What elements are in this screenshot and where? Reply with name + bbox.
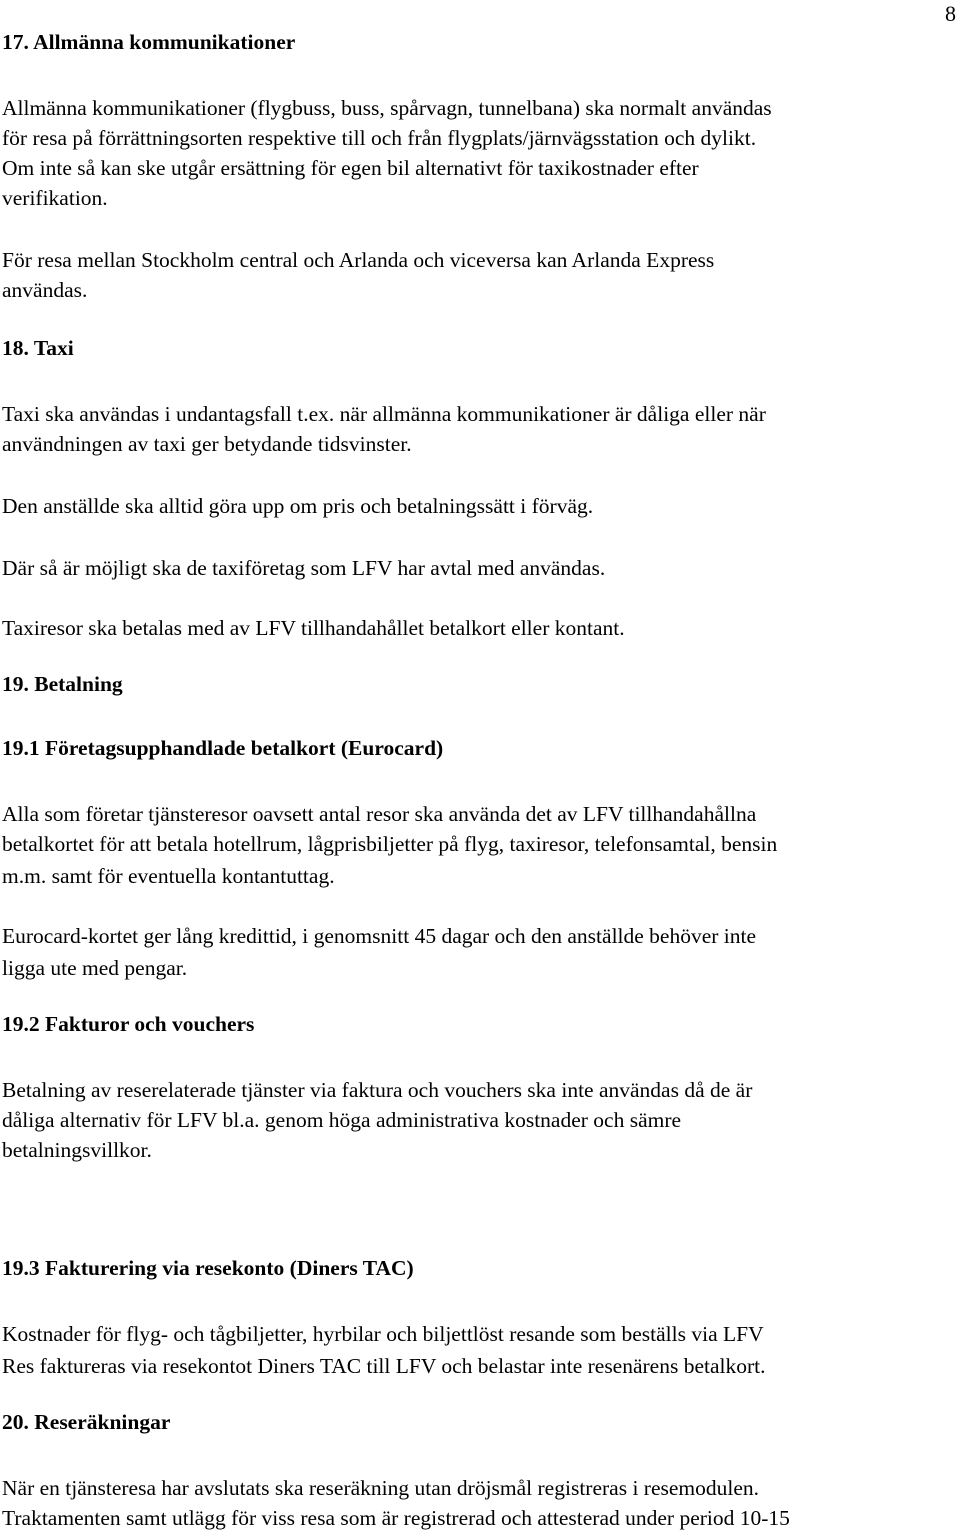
section-18-heading: 18. Taxi bbox=[2, 336, 74, 360]
section-20-paragraph-1-line: När en tjänsteresa har avslutats ska reseräkning utan dröjsmål registreras i resemodulen. bbox=[2, 1476, 760, 1500]
section-19-1-paragraph-1-line: m.m. samt för eventuella kontantuttag. bbox=[2, 864, 335, 888]
section-18-paragraph-3: Där så är möjligt ska de taxiföretag som LFV har avtal med användas. bbox=[2, 556, 606, 580]
section-18-paragraph-1-line: användningen av taxi ger betydande tidsvinster. bbox=[2, 432, 412, 456]
section-19-3-paragraph-1-line: Res faktureras via resekontot Diners TAC till LFV och belastar inte resenärens betalkort. bbox=[2, 1354, 766, 1378]
section-17-paragraph-2-line: För resa mellan Stockholm central och Arlanda och viceversa kan Arlanda Express bbox=[2, 248, 715, 272]
section-19-1-heading: 19.1 Företagsupphandlade betalkort (Eurocard) bbox=[2, 736, 444, 760]
section-17-paragraph-1-line: för resa på förrättningsorten respektive till och från flygplats/järnvägsstation och dylikt. bbox=[2, 126, 757, 150]
section-20-paragraph-1-line: Traktamenten samt utlägg för viss resa som är registrerad och attesterad under period 10-15 bbox=[2, 1506, 790, 1530]
section-19-3-paragraph-1-line: Kostnader för flyg- och tågbiljetter, hyrbilar och biljettlöst resande som beställs via LFV bbox=[2, 1322, 764, 1346]
page-number: 8 bbox=[945, 1, 956, 26]
section-17-paragraph-1-line: Om inte så kan ske utgår ersättning för egen bil alternativt för taxikostnader efter bbox=[2, 156, 699, 180]
section-19-1-paragraph-2-line: Eurocard-kortet ger lång kredittid, i genomsnitt 45 dagar och den anställde behöver inte bbox=[2, 924, 757, 948]
section-17-paragraph-1-line: Allmänna kommunikationer (flygbuss, buss, spårvagn, tunnelbana) ska normalt användas bbox=[2, 96, 772, 120]
section-18-paragraph-1-line: Taxi ska användas i undantagsfall t.ex. när allmänna kommunikationer är dåliga eller när bbox=[2, 402, 766, 426]
section-17-heading: 17. Allmänna kommunikationer bbox=[2, 30, 296, 54]
section-19-heading: 19. Betalning bbox=[2, 672, 123, 696]
section-19-2-paragraph-1-line: dåliga alternativ för LFV bl.a. genom höga administrativa kostnader och sämre bbox=[2, 1108, 682, 1132]
section-19-1-paragraph-1-line: betalkortet för att betala hotellrum, lågprisbiljetter på flyg, taxiresor, telefonsamtal, bensin bbox=[2, 832, 778, 856]
section-19-1-paragraph-2-line: ligga ute med pengar. bbox=[2, 956, 188, 980]
section-18-paragraph-4: Taxiresor ska betalas med av LFV tillhandahållet betalkort eller kontant. bbox=[2, 616, 625, 640]
section-17-paragraph-2-line: användas. bbox=[2, 278, 88, 302]
section-17-paragraph-1-line: verifikation. bbox=[2, 186, 108, 210]
section-19-3-heading: 19.3 Fakturering via resekonto (Diners TAC) bbox=[2, 1256, 414, 1280]
section-19-2-paragraph-1-line: betalningsvillkor. bbox=[2, 1138, 152, 1162]
section-19-2-paragraph-1-line: Betalning av reserelaterade tjänster via faktura och vouchers ska inte användas då de är bbox=[2, 1078, 753, 1102]
section-18-paragraph-2: Den anställde ska alltid göra upp om pris och betalningssätt i förväg. bbox=[2, 494, 594, 518]
section-19-1-paragraph-1-line: Alla som företar tjänsteresor oavsett antal resor ska använda det av LFV tillhandahållna bbox=[2, 802, 757, 826]
section-19-2-heading: 19.2 Fakturor och vouchers bbox=[2, 1012, 255, 1036]
section-20-heading: 20. Reseräkningar bbox=[2, 1410, 171, 1434]
